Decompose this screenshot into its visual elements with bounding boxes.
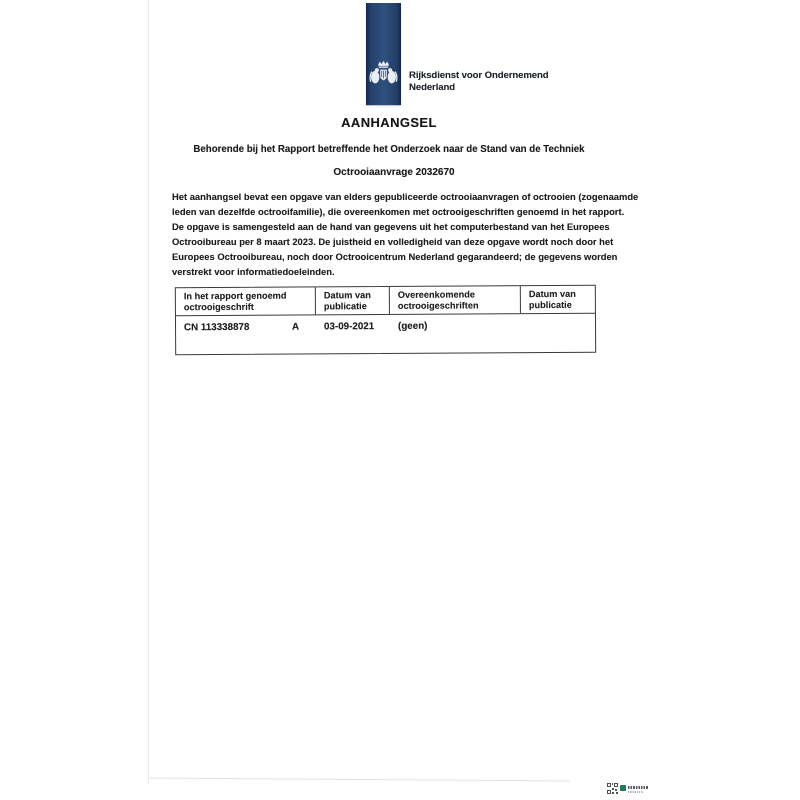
table-header-row (176, 286, 595, 317)
cell-corresponding-date (521, 314, 595, 352)
intro-line: Octrooibureau per 8 maart 2023. De juistheid en volledigheid van deze opgave wordt noch door het (172, 236, 614, 247)
kind-code: A (292, 321, 300, 333)
logo-org-line1: Rijksdienst voor Ondernemend (409, 70, 549, 81)
intro-line: verstrekt voor informatiedoeleinden. (172, 266, 335, 277)
qr-code-icon (607, 783, 618, 794)
logo-org-line2: Nederland (409, 81, 456, 93)
scanner-app-icon (620, 785, 626, 791)
table-row (176, 314, 595, 355)
table-header-corresponding-publications: Overeenkomende octrooigeschriften (390, 286, 521, 314)
document-title: AANHANGSEL (341, 115, 437, 130)
scanner-watermark (607, 783, 648, 796)
intro-line: Het aanhangsel bevat een opgave van elders gepubliceerde octrooiaanvragen of octrooien (zogenaamde (172, 191, 639, 202)
rvo-logo-ribbon (366, 3, 401, 105)
scanner-watermark-text (628, 786, 648, 797)
rvo-logo-wordmark (409, 70, 549, 93)
publication-number: CN 113338878 (184, 321, 250, 334)
watermark-text-line1 (628, 786, 648, 790)
application-number-heading: Octrooiaanvrage 2032670 (333, 167, 455, 178)
intro-line: De opgave is samengesteld aan de hand van gegevens uit het computerbestand van het Europees (172, 221, 610, 232)
table-header-publication-date: Datum van publicatie (316, 287, 390, 314)
cell-cited-publication (176, 315, 316, 354)
table-header-corresponding-date: Datum van publicatie (528, 288, 576, 310)
page-bottom-edge (150, 778, 570, 782)
patent-family-table (175, 285, 596, 356)
table-header-cited-publication: In het rapport genoemd octrooigeschrift (176, 287, 316, 315)
intro-line: leden van dezelfde octrooifamilie), die overeenkomen met octrooigeschriften genoemd in het rapport. (172, 206, 625, 217)
cell-corresponding-publications: (geen) (398, 320, 428, 332)
intro-line: Europees Octrooibureau, noch door Octrooicentrum Nederland gegarandeerd; de gegevens worden (172, 251, 618, 262)
intro-paragraph (172, 189, 639, 279)
document-subtitle: Behorende bij het Rapport betreffende het Onderzoek naar de Stand van de Techniek (193, 144, 585, 155)
watermark-text-line2 (628, 791, 643, 793)
dutch-royal-coat-of-arms-icon (369, 59, 398, 88)
cell-publication-date: 03-09-2021 (324, 321, 375, 333)
